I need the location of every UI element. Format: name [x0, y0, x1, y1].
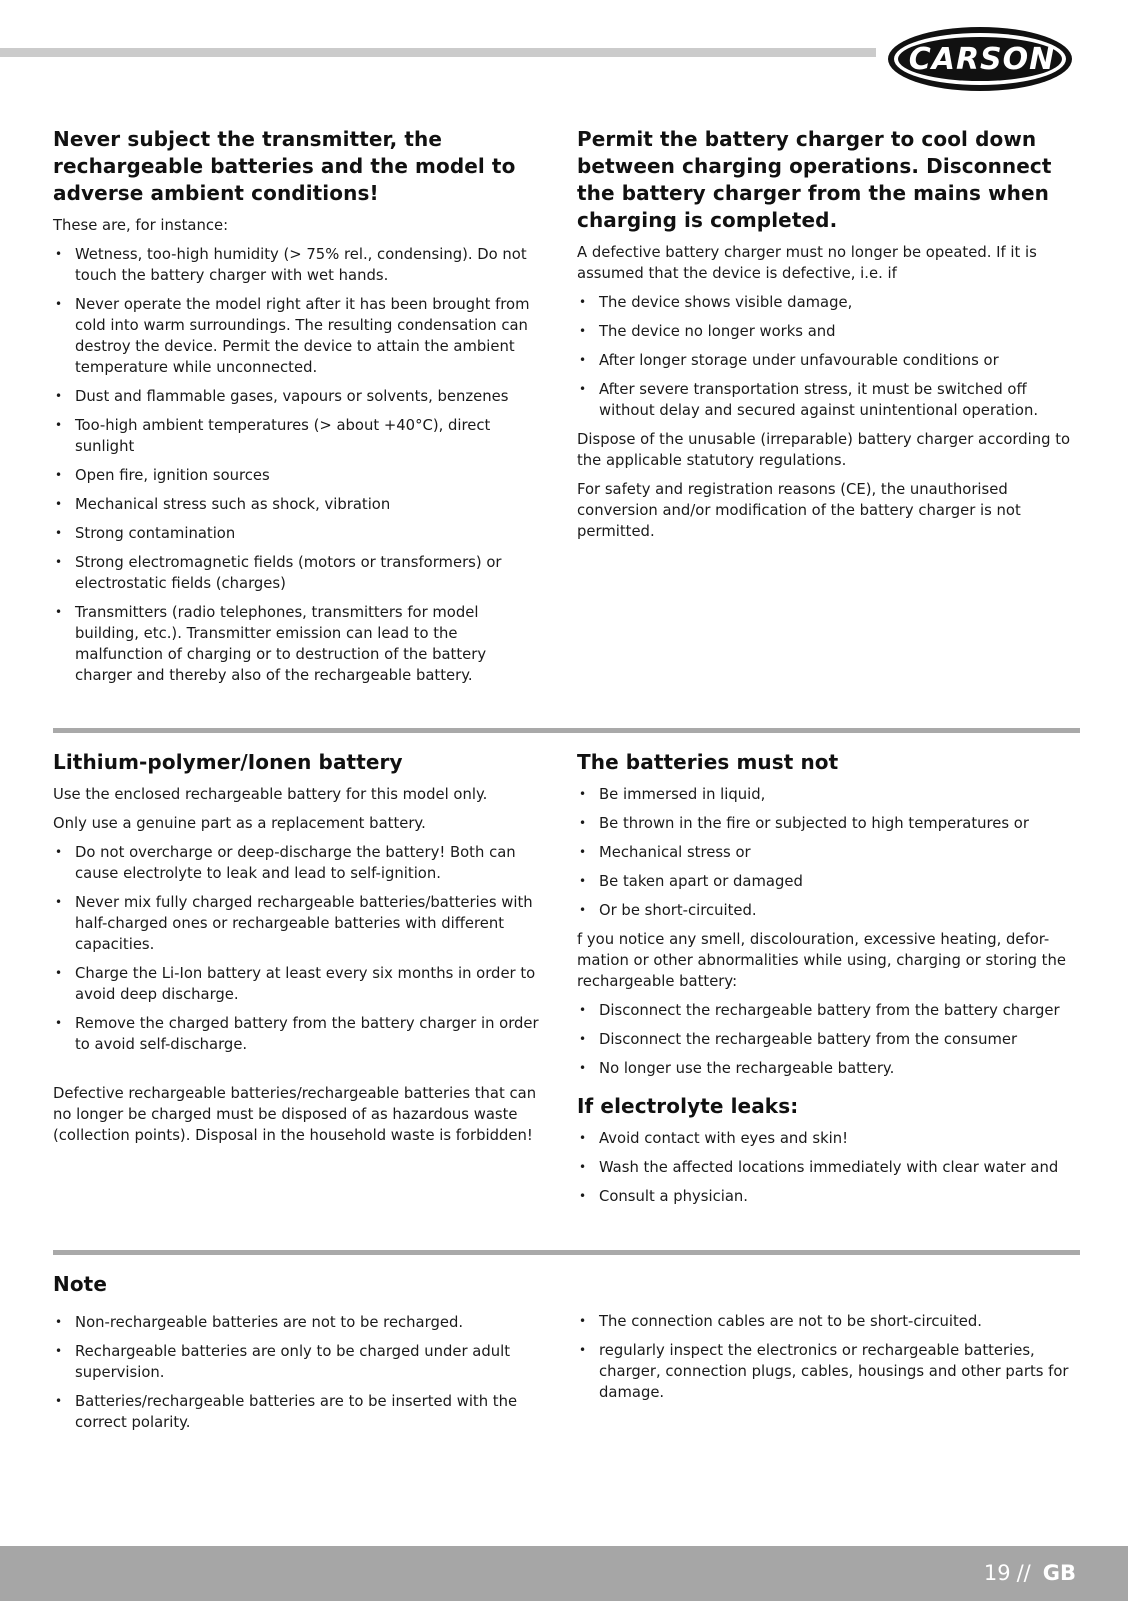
ce-paragraph: For safety and registration reasons (CE), the unauthorised conversion and/or modification of the battery charger is not permitted.	[577, 481, 1021, 540]
list-item: • Wetness, too-high humidity (> 75% rel., condensing). Do not touch the battery charger with wet hands.	[53, 244, 545, 286]
language-code: GB	[1042, 1561, 1076, 1585]
abnormalities-paragraph: f you notice any smell, discolouration, excessive heating, defor-mation or other abnormalities while using, charging or storing the rechargeable battery:	[577, 931, 1066, 990]
list-item: • Charge the Li-Ion battery at least every six months in order to avoid deep discharge.	[53, 963, 545, 1005]
list-item: • Wash the affected locations immediately with clear water and	[577, 1157, 1077, 1178]
list-item: • Never mix fully charged rechargeable batteries/batteries with half-charged ones or rechargeable batteries with different capacities.	[53, 892, 545, 955]
list-item: • Batteries/rechargeable batteries are to be inserted with the correct polarity.	[53, 1391, 545, 1433]
list-item: • Mechanical stress such as shock, vibration	[53, 494, 545, 515]
ambient-list	[53, 244, 545, 686]
list-item: • Strong contamination	[53, 523, 545, 544]
abnormalities-list	[577, 1000, 1077, 1079]
list-item: • After severe transportation stress, it must be switched off without delay and secured against unintentional operation.	[577, 379, 1077, 421]
disposal-paragraph: Dispose of the unusable (irreparable) battery charger according to the applicable statutory regulations.	[577, 431, 1071, 469]
carson-logo	[884, 22, 1084, 96]
list-item: • Rechargeable batteries are only to be charged under adult supervision.	[53, 1341, 545, 1383]
section-divider	[53, 728, 1080, 733]
list-item: • Mechanical stress or	[577, 842, 1077, 863]
svg-text:CARSON: CARSON	[908, 42, 1056, 77]
list-item: • Disconnect the rechargeable battery from the consumer	[577, 1029, 1077, 1050]
ambient-conditions-section	[53, 126, 545, 694]
batteries-must-not-section	[577, 749, 1077, 1215]
list-item: • Be taken apart or damaged	[577, 871, 1077, 892]
lithium-list	[53, 842, 545, 1055]
list-item: • Open fire, ignition sources	[53, 465, 545, 486]
lithium-battery-heading: Lithium-polymer/Ionen battery	[53, 750, 403, 774]
lithium-para-2: Only use a genuine part as a replacement battery.	[53, 815, 426, 832]
list-item: • Remove the charged battery from the battery charger in order to avoid self-discharge.	[53, 1013, 545, 1055]
page-separator: //	[1016, 1561, 1031, 1585]
note-section-right	[577, 1311, 1077, 1411]
list-item: • Or be short-circuited.	[577, 900, 1077, 921]
charger-defect-list	[577, 292, 1077, 421]
batteries-must-not-list	[577, 784, 1077, 921]
page-footer	[0, 1546, 1128, 1601]
charger-cooling-heading: Permit the battery charger to cool down between charging operations. Disconnect the battery charger from the mains when charging is completed.	[577, 127, 1052, 232]
list-item: • The device no longer works and	[577, 321, 1077, 342]
list-item: • Avoid contact with eyes and skin!	[577, 1128, 1077, 1149]
section-divider	[53, 1250, 1080, 1255]
note-list-left	[53, 1312, 545, 1433]
list-item: • No longer use the rechargeable battery.	[577, 1058, 1077, 1079]
list-item: • After longer storage under unfavourable conditions or	[577, 350, 1077, 371]
list-item: • The connection cables are not to be short-circuited.	[577, 1311, 1077, 1332]
list-item: • Consult a physician.	[577, 1186, 1077, 1207]
list-item: • Never operate the model right after it has been brought from cold into warm surroundings. The resulting condensation can destroy the device. Permit the device to attain the ambient temperature while unconnected.	[53, 294, 545, 378]
list-item: • Too-high ambient temperatures (> about +40°C), direct sunlight	[53, 415, 545, 457]
ambient-conditions-heading: Never subject the transmitter, the rechargeable batteries and the model to adverse ambient conditions!	[53, 127, 516, 205]
note-list-right	[577, 1311, 1077, 1403]
list-item: • The device shows visible damage,	[577, 292, 1077, 313]
page-indicator	[984, 1560, 1076, 1586]
ambient-intro: These are, for instance:	[53, 217, 229, 234]
note-section	[53, 1271, 545, 1441]
batteries-must-not-heading: The batteries must not	[577, 750, 839, 774]
list-item: • Strong electromagnetic fields (motors or transformers) or electrostatic fields (charges)	[53, 552, 545, 594]
list-item: • Be thrown in the fire or subjected to high temperatures or	[577, 813, 1077, 834]
list-item: • Non-rechargeable batteries are not to be recharged.	[53, 1312, 545, 1333]
lithium-battery-section	[53, 749, 545, 1154]
list-item: • Be immersed in liquid,	[577, 784, 1077, 805]
list-item: • Disconnect the rechargeable battery from the battery charger	[577, 1000, 1077, 1021]
list-item: • regularly inspect the electronics or rechargeable batteries, charger, connection plugs, cables, housings and other parts for damage.	[577, 1340, 1077, 1403]
list-item: • Dust and flammable gases, vapours or solvents, benzenes	[53, 386, 545, 407]
defective-batteries-paragraph: Defective rechargeable batteries/rechargeable batteries that can no longer be charged must be disposed of as hazardous waste (collection points). Disposal in the household waste is forbidden!	[53, 1085, 537, 1144]
list-item: • Do not overcharge or deep-discharge the battery! Both can cause electrolyte to leak and lead to self-ignition.	[53, 842, 545, 884]
page-number: 19	[983, 1561, 1011, 1585]
electrolyte-list	[577, 1128, 1077, 1207]
lithium-para-1: Use the enclosed rechargeable battery for this model only.	[53, 786, 488, 803]
note-heading: Note	[53, 1272, 108, 1296]
list-item: • Transmitters (radio telephones, transmitters for model building, etc.). Transmitter emission can lead to the malfunction of charging or to destruction of the battery charger and thereby also of the rechargeable battery.	[53, 602, 545, 686]
electrolyte-leaks-heading: If electrolyte leaks:	[577, 1094, 799, 1118]
charger-defect-intro: A defective battery charger must no longer be opeated. If it is assumed that the device is defective, i.e. if	[577, 244, 1037, 282]
charger-cooling-section	[577, 126, 1077, 550]
header-rule	[0, 48, 876, 57]
